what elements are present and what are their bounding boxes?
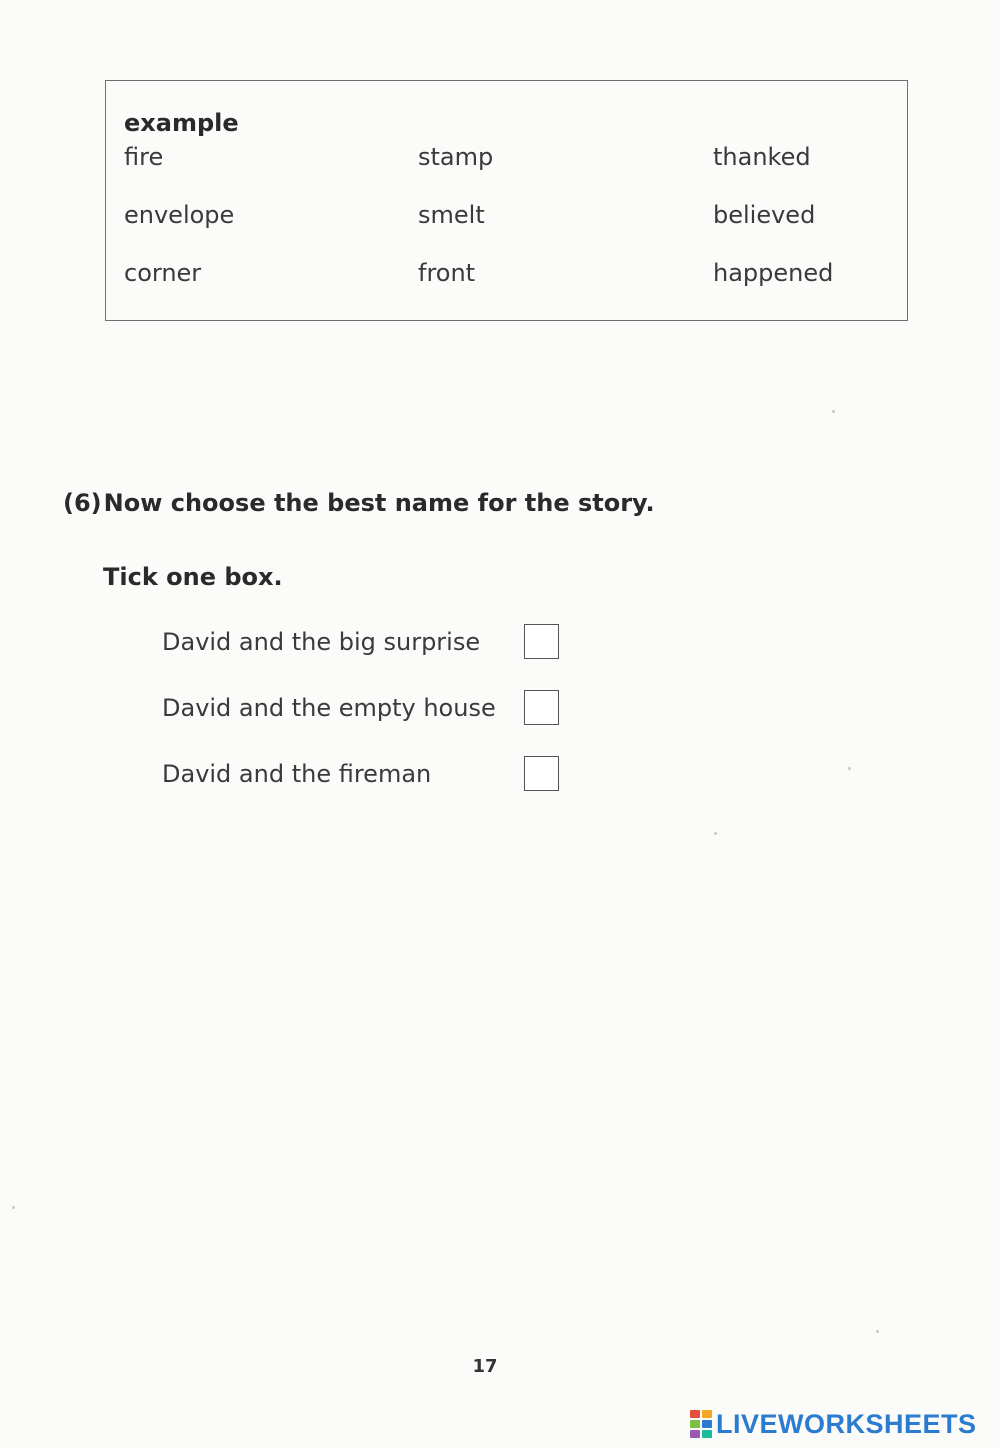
question-heading xyxy=(63,489,655,517)
scan-speck xyxy=(876,1330,879,1333)
logo-square xyxy=(690,1410,700,1418)
word-cell: thanked xyxy=(713,143,811,171)
option-checkbox[interactable] xyxy=(524,624,559,659)
word-cell: front xyxy=(418,259,476,287)
word-box xyxy=(105,80,908,321)
logo-square xyxy=(702,1430,712,1438)
logo-square xyxy=(690,1420,700,1428)
word-cell: smelt xyxy=(418,201,485,229)
option-label: David and the big surprise xyxy=(162,628,481,656)
brand-name: LIVEWORKSHEETS xyxy=(716,1408,977,1439)
word-cell: happened xyxy=(713,259,834,287)
option-label: David and the fireman xyxy=(162,760,432,788)
scan-speck xyxy=(832,410,835,413)
instruction-text: Tick one box. xyxy=(103,563,283,591)
logo-square xyxy=(702,1410,712,1418)
logo-square xyxy=(702,1420,712,1428)
liveworksheets-logo-icon xyxy=(690,1410,712,1438)
question-text: Now choose the best name for the story. xyxy=(103,489,655,517)
scan-speck xyxy=(714,832,717,835)
option-label: David and the empty house xyxy=(162,694,496,722)
option-checkbox[interactable] xyxy=(524,690,559,725)
word-cell: envelope xyxy=(124,201,235,229)
scan-speck xyxy=(12,1206,15,1209)
question-number: (6) xyxy=(63,489,102,517)
example-label: example xyxy=(124,109,239,137)
scan-speck xyxy=(848,767,851,770)
word-cell: believed xyxy=(713,201,816,229)
page-number: 17 xyxy=(472,1356,498,1377)
word-cell: corner xyxy=(124,259,202,287)
option-checkbox[interactable] xyxy=(524,756,559,791)
logo-square xyxy=(690,1430,700,1438)
word-cell: stamp xyxy=(418,143,494,171)
word-cell: fire xyxy=(124,143,164,171)
liveworksheets-brand xyxy=(690,1406,977,1442)
